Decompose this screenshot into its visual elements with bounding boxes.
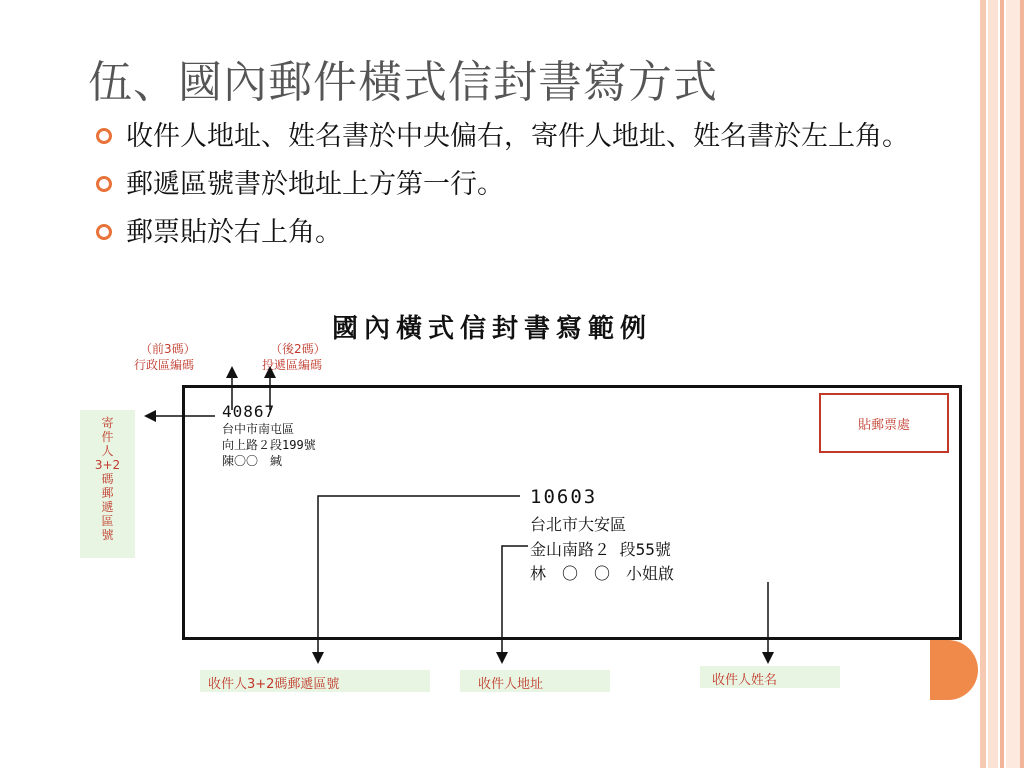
- bullet-text: 郵票貼於右上角。: [126, 217, 342, 248]
- top-label-2: （後2碼）: [270, 342, 326, 356]
- bullet-text: 郵遞區號書於地址上方第一行。: [126, 169, 504, 200]
- sender-line1: 台中市南屯區: [222, 422, 295, 436]
- bullet-text: 收件人地址、姓名書於中央偏右，寄件人地址、姓名書於左上角。: [126, 121, 909, 152]
- bottom-label-3: 收件人姓名: [712, 673, 778, 688]
- slide-title: 伍、國內郵件橫式信封書寫方式: [88, 57, 718, 108]
- sender-zip: 40867: [222, 402, 276, 421]
- recipient-zip: 10603: [530, 486, 598, 508]
- top-label-4: 投遞區編碼: [262, 358, 323, 372]
- bottom-label-1: 收件人3+2碼郵遞區號: [208, 677, 340, 692]
- bottom-label-2: 收件人地址: [478, 677, 544, 692]
- sender-line2: 向上路２段199號: [222, 438, 316, 452]
- arrow-recipient-zip: [318, 496, 520, 658]
- sender-side-label: 寄 件 人 3+2 碼 郵 遞 區 號: [80, 410, 135, 558]
- stamp-label: 貼郵票處: [857, 417, 910, 433]
- arrow-recipient-address: [502, 546, 528, 658]
- recipient-name: 林 〇 〇 小姐啟: [530, 564, 675, 583]
- recipient-line1: 台北市大安區: [530, 515, 627, 534]
- diagram-heading: 國內橫式信封書寫範例: [332, 314, 653, 344]
- recipient-line2: 金山南路２ 段55號: [530, 540, 671, 559]
- top-label-3: 行政區編碼: [134, 358, 195, 372]
- top-label-1: （前3碼）: [140, 342, 196, 356]
- sender-name: 陳〇〇 緘: [222, 454, 283, 468]
